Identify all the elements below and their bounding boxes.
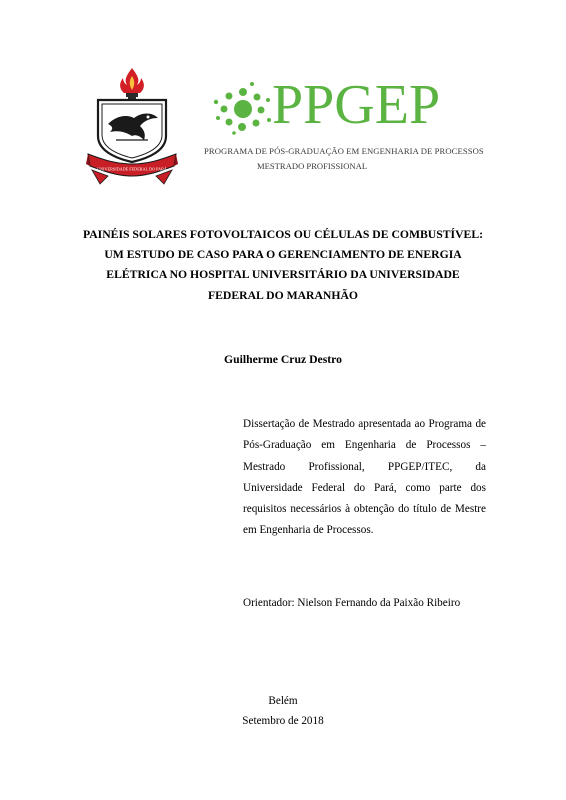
title-line-4: FEDERAL DO MARANHÃO [208,288,358,302]
ppgep-dots-icon [212,80,274,138]
svg-text:UNIVERSIDADE FEDERAL DO PARÁ: UNIVERSIDADE FEDERAL DO PARÁ [97,166,167,172]
ppgep-wordmark: PPGEP [272,74,441,136]
ppgep-logo [204,74,484,175]
ppgep-mestrado-label: MESTRADO PROFISSIONAL [257,161,368,171]
date: Setembro de 2018 [242,715,324,727]
ufpa-crest-logo [86,66,178,188]
title-line-2: UM ESTUDO DE CASO PARA O GERENCIAMENTO DE ENERGIA [104,248,462,262]
author-name: Guilherme Cruz Destro [224,353,342,366]
dissertation-note: Dissertação de Mestrado apresentada ao Programa de Pós-Graduação em Engenharia de Processos – Mestrado Profissional, PPGEP/ITEC, da Universidade Federal do Pará, como parte dos requisitos necessários à obtenção do título de Mestre em Engenharia de Processos. [243,418,486,537]
city: Belém [268,695,298,707]
ppgep-program-name: PROGRAMA DE PÓS-GRADUAÇÃO EM ENGENHARIA DE PROCESSOS [204,146,484,156]
title-line-1: PAINÉIS SOLARES FOTOVOLTAICOS OU CÉLULAS DE COMBUSTÍVEL: [82,228,484,241]
thesis-title [60,225,506,306]
advisor: Orientador: Nielson Fernando da Paixão Ribeiro [243,597,461,609]
title-line-3: ELÉTRICA NO HOSPITAL UNIVERSITÁRIO DA UNIVERSIDADE [106,268,460,282]
